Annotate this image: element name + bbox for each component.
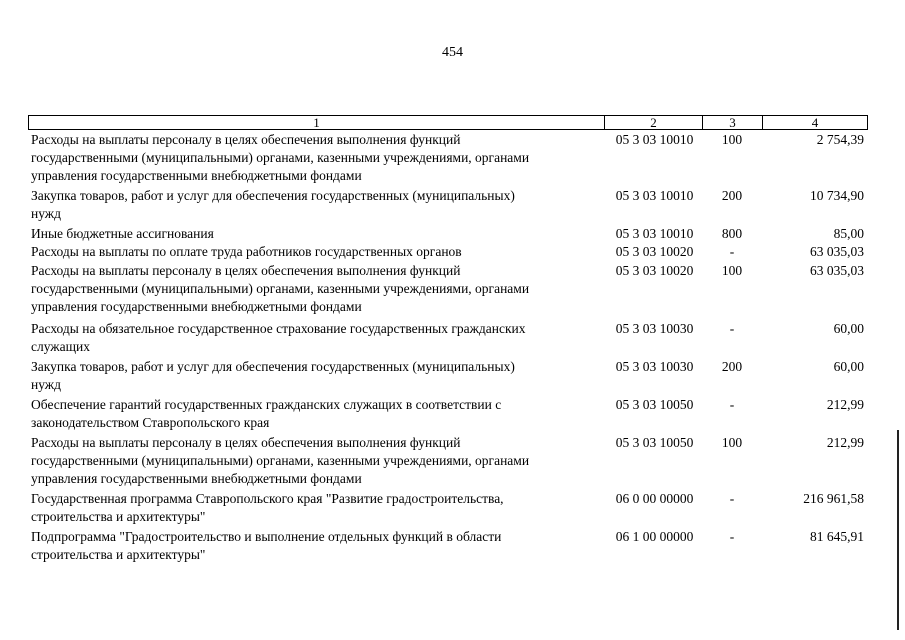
row-name bbox=[31, 434, 606, 488]
row-expense-type: 800 bbox=[721, 226, 743, 241]
row-name-line: нужд bbox=[31, 206, 61, 221]
column-header-4: 4 bbox=[762, 115, 868, 130]
row-name-line: служащих bbox=[31, 339, 90, 354]
row-amount: 60,00 bbox=[833, 321, 864, 336]
row-name-line: государственными (муниципальными) органами, казенными учреждениями, органами bbox=[31, 281, 530, 296]
row-name bbox=[31, 262, 606, 316]
row-name bbox=[31, 320, 606, 356]
row-name-line: Закупка товаров, работ и услуг для обеспечения государственных (муниципальных) bbox=[31, 359, 515, 374]
row-expense-type: 100 bbox=[721, 263, 743, 278]
row-expense-type: - bbox=[729, 244, 735, 259]
row-amount: 212,99 bbox=[826, 397, 864, 412]
row-name-line: Подпрограмма "Градостроительство и выполнение отдельных функций в области bbox=[31, 529, 502, 544]
row-name bbox=[31, 225, 606, 243]
scan-edge-line bbox=[897, 430, 899, 630]
page-number: 454 bbox=[442, 45, 463, 60]
row-name-line: Иные бюджетные ассигнования bbox=[31, 226, 214, 241]
row-code: 05 3 03 10030 bbox=[615, 321, 694, 336]
row-name-line: нужд bbox=[31, 377, 61, 392]
row-code: 05 3 03 10030 bbox=[615, 359, 694, 374]
row-code: 05 3 03 10010 bbox=[615, 132, 694, 147]
row-name bbox=[31, 396, 606, 432]
row-expense-type: 200 bbox=[721, 359, 743, 374]
row-amount: 10 734,90 bbox=[810, 188, 864, 203]
row-name bbox=[31, 243, 606, 261]
row-name-line: законодательством Ставропольского края bbox=[31, 415, 270, 430]
row-name-line: Государственная программа Ставропольского края "Развитие градостроительства, bbox=[31, 491, 504, 506]
row-expense-type: 200 bbox=[721, 188, 743, 203]
row-name bbox=[31, 358, 606, 394]
row-amount: 63 035,03 bbox=[810, 263, 864, 278]
row-amount: 2 754,39 bbox=[816, 132, 864, 147]
row-amount: 85,00 bbox=[833, 226, 864, 241]
row-name bbox=[31, 490, 606, 526]
row-name bbox=[31, 131, 606, 185]
column-header-3: 3 bbox=[702, 115, 763, 130]
column-header-1: 1 bbox=[28, 115, 605, 130]
row-code: 05 3 03 10020 bbox=[615, 244, 694, 259]
row-name-line: управления государственными внебюджетными фондами bbox=[31, 168, 362, 183]
row-expense-type: - bbox=[729, 321, 735, 336]
column-header-2: 2 bbox=[604, 115, 703, 130]
row-name-line: строительства и архитектуры" bbox=[31, 509, 206, 524]
row-amount: 216 961,58 bbox=[803, 491, 864, 506]
row-expense-type: - bbox=[729, 491, 735, 506]
row-name-line: государственными (муниципальными) органами, казенными учреждениями, органами bbox=[31, 150, 530, 165]
row-amount: 63 035,03 bbox=[810, 244, 864, 259]
row-amount: 60,00 bbox=[833, 359, 864, 374]
row-code: 05 3 03 10010 bbox=[615, 226, 694, 241]
row-expense-type: - bbox=[729, 397, 735, 412]
row-name-line: Обеспечение гарантий государственных гражданских служащих в соответствии с bbox=[31, 397, 502, 412]
row-name-line: государственными (муниципальными) органами, казенными учреждениями, органами bbox=[31, 453, 530, 468]
row-code: 05 3 03 10020 bbox=[615, 263, 694, 278]
row-amount: 81 645,91 bbox=[810, 529, 864, 544]
row-name-line: управления государственными внебюджетными фондами bbox=[31, 299, 362, 314]
row-name-line: Закупка товаров, работ и услуг для обеспечения государственных (муниципальных) bbox=[31, 188, 515, 203]
row-name-line: управления государственными внебюджетными фондами bbox=[31, 471, 362, 486]
row-name-line: Расходы на выплаты персоналу в целях обеспечения выполнения функций bbox=[31, 263, 461, 278]
row-name bbox=[31, 528, 606, 564]
row-expense-type: 100 bbox=[721, 435, 743, 450]
row-name-line: Расходы на выплаты персоналу в целях обеспечения выполнения функций bbox=[31, 435, 461, 450]
row-expense-type: - bbox=[729, 529, 735, 544]
row-amount: 212,99 bbox=[826, 435, 864, 450]
row-code: 05 3 03 10050 bbox=[615, 397, 694, 412]
row-code: 05 3 03 10050 bbox=[615, 435, 694, 450]
row-name-line: Расходы на выплаты по оплате труда работников государственных органов bbox=[31, 244, 462, 259]
row-name-line: строительства и архитектуры" bbox=[31, 547, 206, 562]
row-code: 06 0 00 00000 bbox=[615, 491, 694, 506]
row-name-line: Расходы на выплаты персоналу в целях обеспечения выполнения функций bbox=[31, 132, 461, 147]
row-code: 06 1 00 00000 bbox=[615, 529, 694, 544]
row-code: 05 3 03 10010 bbox=[615, 188, 694, 203]
row-expense-type: 100 bbox=[721, 132, 743, 147]
row-name bbox=[31, 187, 606, 223]
row-name-line: Расходы на обязательное государственное страхование государственных гражданских bbox=[31, 321, 526, 336]
